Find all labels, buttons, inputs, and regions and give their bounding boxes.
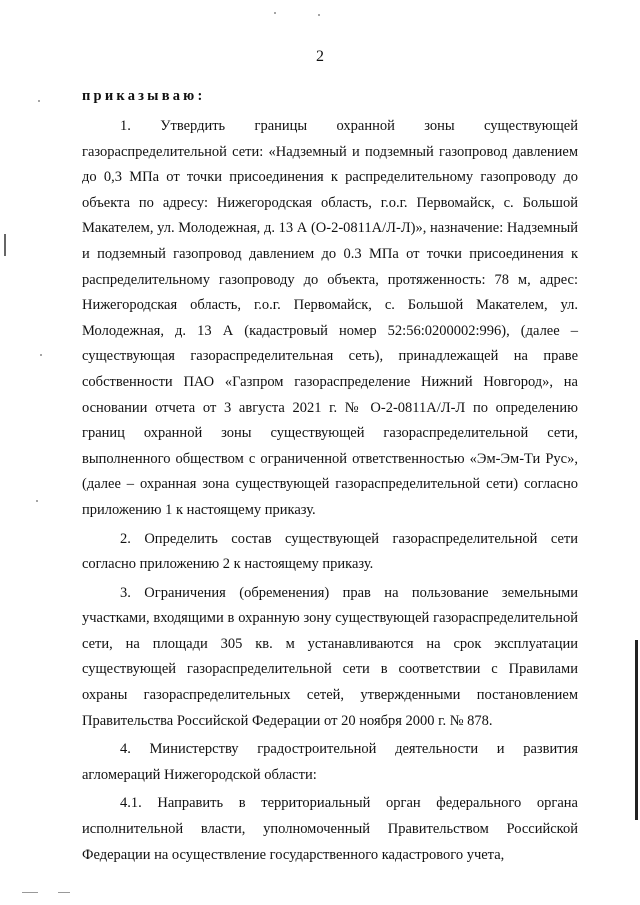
scan-speck — [36, 500, 38, 502]
paragraph-1: 1. Утвердить границы охранной зоны существующей газораспределительной сети: «Надземный и подземный газопровод давлением до 0,3 МПа от точки присоединения к распределительному газопроводу до объекта по адресу: Нижегородская область, г.о.г. Первомайск, с. Большой Макателем, ул. Молодежная, д. 13 А (О-2-0811А/Л-Л)», назначение: Надземный и подземный газопровод давлением до 0.3 МПа от точки присоединения к распределительному газопроводу до объекта, протяженность: 78 м, адрес: Нижегородская область, г.о.г. Первомайск, с. Большой Макателем, ул. Молодежная, д. 13 А (кадастровый номер 52:56:0200002:996), (далее – существующая газораспределительная сеть), принадлежащей на праве собственности ПАО «Газпром газораспределение Нижний Новгород», на основании отчета от 3 августа 2021 г. № О-2-0811А/Л-Л по определению границ охранной зоны существующей газораспределительной сети, выполненного обществом с ограниченной ответственностью «Эм-Эм-Ти Рус», (далее – охранная зона существующей газораспределительной сети) согласно приложению 1 к настоящему приказу. — [82, 118, 578, 518]
order-heading: приказываю: — [82, 88, 206, 104]
scan-mark-bottom — [58, 892, 70, 893]
scan-speck — [318, 14, 320, 16]
paragraph-3: 3. Ограничения (обременения) прав на пользование земельными участками, входящими в охранную зону существующей газораспределительной сети, на площади 305 кв. м устанавливаются на срок эксплуатации существующей газораспределительной сети в соответствии с Правилами охраны газораспределительных сетей, утвержденными постановлением Правительства Российской Федерации от 20 ноября 2000 г. № 878. — [82, 584, 578, 729]
scan-mark-left — [4, 234, 6, 256]
document-body — [82, 114, 578, 871]
scan-mark-bottom — [22, 892, 38, 893]
paragraph-4: 4. Министерству градостроительной деятельности и развития агломераций Нижегородской области: — [82, 741, 578, 783]
scan-speck — [38, 100, 40, 102]
page-number: 2 — [316, 48, 324, 65]
scan-speck — [274, 12, 276, 14]
scan-mark-right — [635, 640, 638, 820]
paragraph-4-1: 4.1. Направить в территориальный орган федерального органа исполнительной власти, уполномоченный Правительством Российской Федерации на осуществление государственного кадастрового учета, — [82, 795, 578, 863]
scan-speck — [40, 354, 42, 356]
paragraph-2: 2. Определить состав существующей газораспределительной сети согласно приложению 2 к настоящему приказу. — [82, 530, 578, 573]
